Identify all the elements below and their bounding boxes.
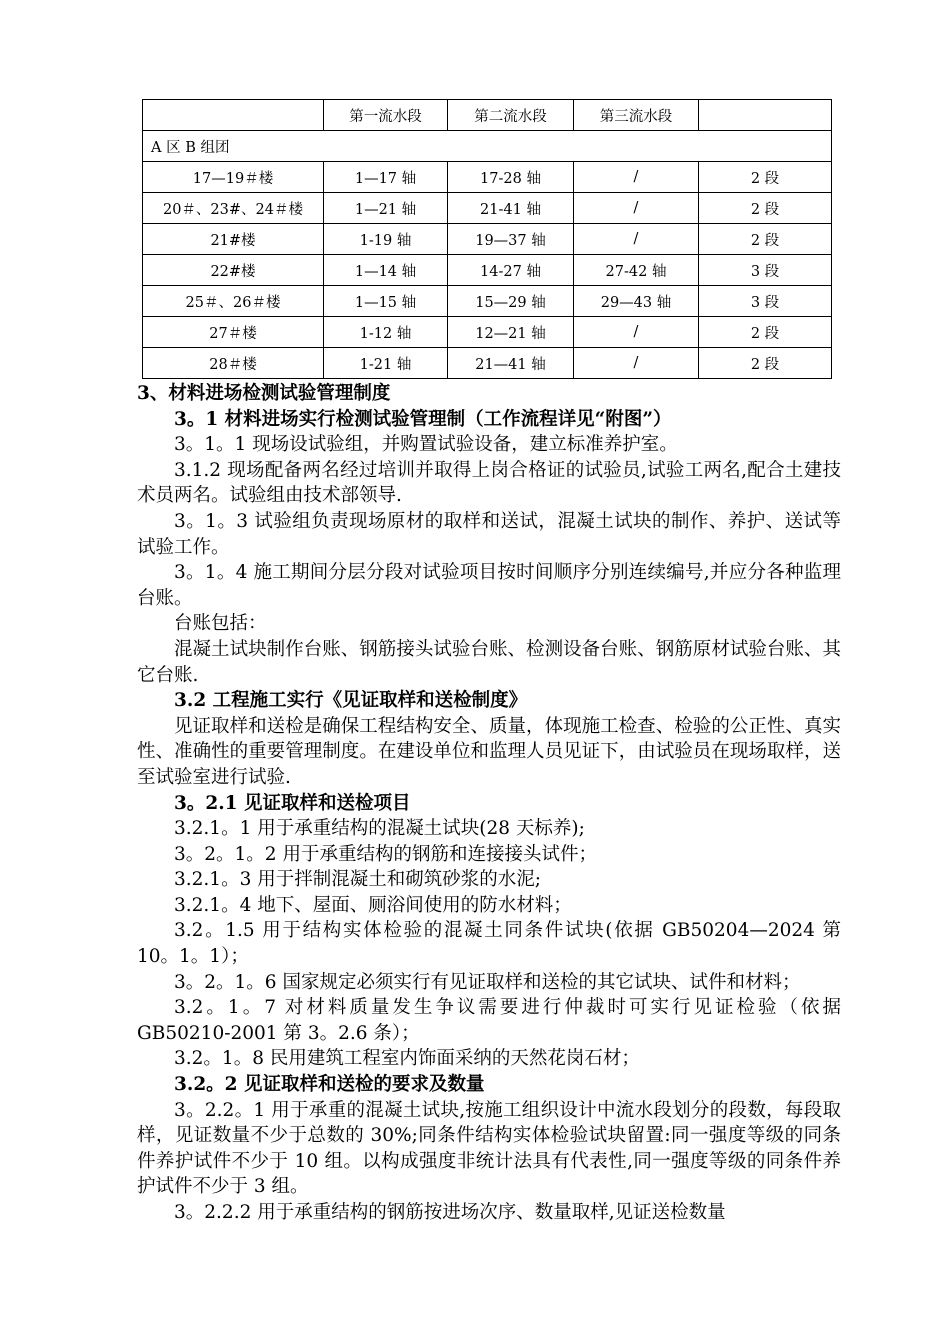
table-cell: 2 段 bbox=[699, 224, 832, 255]
paragraph: 3.2.1。1 用于承重结构的混凝土试块(28 天标养); bbox=[174, 818, 585, 840]
table-cell: 25＃、26＃楼 bbox=[143, 286, 324, 317]
table-cell: 29—43 轴 bbox=[574, 286, 699, 317]
paragraph: 3。2。1。2 用于承重结构的钢筋和连接接头试件； bbox=[174, 843, 597, 865]
paragraph: 见证取样和送检是确保工程结构安全、质量，体现施工检查、检验的公正性、真实性、准确性的重要管理制度。在建设单位和监理人员见证下，由试验员在现场取样，送至试验室进行试验. bbox=[137, 715, 841, 788]
paragraph: 3.2.1。3 用于拌制混凝土和砌筑砂浆的水泥; bbox=[174, 869, 541, 891]
section-heading: 3。2.1 见证取样和送检项目 bbox=[174, 792, 411, 814]
table-body bbox=[143, 100, 832, 379]
table-cell: 1—21 轴 bbox=[324, 193, 448, 224]
table-row bbox=[143, 193, 832, 224]
table-cell: 2 段 bbox=[699, 317, 832, 348]
table-row bbox=[143, 162, 832, 193]
table-cell: 第三流水段 bbox=[574, 100, 699, 131]
paragraph: 3.2。1.5 用于结构实体检验的混凝土同条件试块(依据 GB50204—2024 第 10。1。1）； bbox=[137, 920, 841, 968]
paragraph: 3。1。1 现场设试验组，并购置试验设备，建立标准养护室。 bbox=[174, 434, 678, 456]
table-row bbox=[143, 317, 832, 348]
table-cell: 27-42 轴 bbox=[574, 255, 699, 286]
table-row bbox=[143, 286, 832, 317]
table-cell: 17-28 轴 bbox=[448, 162, 574, 193]
table-cell: 28＃楼 bbox=[143, 348, 324, 379]
table-cell: / bbox=[574, 317, 699, 348]
table-cell: 27＃楼 bbox=[143, 317, 324, 348]
paragraph: 台账包括： bbox=[174, 613, 267, 635]
table-cell: 21-41 轴 bbox=[448, 193, 574, 224]
table-cell: 21—41 轴 bbox=[448, 348, 574, 379]
table-cell: 19—37 轴 bbox=[448, 224, 574, 255]
table-cell: 17—19＃楼 bbox=[143, 162, 324, 193]
table-cell bbox=[143, 100, 324, 131]
table-row bbox=[143, 255, 832, 286]
table-cell: 2 段 bbox=[699, 162, 832, 193]
paragraph: 3.2。1。8 民用建筑工程室内饰面采纳的天然花岗石材； bbox=[174, 1048, 640, 1070]
table-cell: / bbox=[574, 162, 699, 193]
table-cell: 2 段 bbox=[699, 193, 832, 224]
paragraph: 3。2.2。1 用于承重的混凝土试块,按施工组织设计中流水段划分的段数，每段取样，见证数量不少于总数的 30%;同条件结构实体检验试块留置:同一强度等级的同条件养护试件不少于 10 组。以构成强度非统计法具有代表性,同一强度等级的同条件养护试件不少于 3 组。 bbox=[137, 1099, 841, 1198]
table-cell: / bbox=[574, 348, 699, 379]
table-cell: 2 段 bbox=[699, 348, 832, 379]
table-cell: 21#楼 bbox=[143, 224, 324, 255]
table-cell: 22#楼 bbox=[143, 255, 324, 286]
section-heading: 3、材料进场检测试验管理制度 bbox=[137, 383, 391, 404]
paragraph: 混凝土试块制作台账、钢筋接头试验台账、检测设备台账、钢筋原材试验台账、其它台账. bbox=[137, 638, 841, 686]
table-cell: 12—21 轴 bbox=[448, 317, 574, 348]
paragraph: 3.1.2 现场配备两名经过培训并取得上岗合格证的试验员,试验工两名,配合土建技术员两名。试验组由技术部领导. bbox=[137, 459, 841, 507]
table-cell: 第一流水段 bbox=[324, 100, 448, 131]
table-cell: 3 段 bbox=[699, 286, 832, 317]
table-cell: 14-27 轴 bbox=[448, 255, 574, 286]
table-cell bbox=[699, 100, 832, 131]
table-cell: 1-21 轴 bbox=[324, 348, 448, 379]
table-header-row bbox=[143, 100, 832, 131]
table-cell: 1—15 轴 bbox=[324, 286, 448, 317]
section-heading: 3.2 工程施工实行《见证取样和送检制度》 bbox=[174, 690, 528, 712]
section-heading: 3.2。2 见证取样和送检的要求及数量 bbox=[174, 1074, 485, 1096]
table-cell: 第二流水段 bbox=[448, 100, 574, 131]
group-label: A 区 B 组团 bbox=[143, 131, 832, 162]
table-row bbox=[143, 348, 832, 379]
paragraph: 3。1。4 施工期间分层分段对试验项目按时间顺序分别连续编号,并应分各种监理台账。 bbox=[137, 562, 841, 609]
table-cell: / bbox=[574, 224, 699, 255]
table-cell: 15—29 轴 bbox=[448, 286, 574, 317]
table-cell: 3 段 bbox=[699, 255, 832, 286]
table-row bbox=[143, 224, 832, 255]
paragraph: 3。2.2.2 用于承重结构的钢筋按进场次序、数量取样,见证送检数量 bbox=[174, 1202, 726, 1223]
paragraph: 3.2。1。7 对材料质量发生争议需要进行仲裁时可实行见证检验（依据 GB50210-2001 第 3。2.6 条）； bbox=[137, 997, 841, 1044]
table-cell: 1-19 轴 bbox=[324, 224, 448, 255]
flow-segment-table bbox=[142, 99, 832, 379]
paragraph: 3。2。1。6 国家规定必须实行有见证取样和送检的其它试块、试件和材料； bbox=[174, 971, 801, 993]
paragraph: 3.2.1。4 地下、屋面、厕浴间使用的防水材料； bbox=[174, 894, 572, 916]
table-cell: / bbox=[574, 193, 699, 224]
table-cell: 1—17 轴 bbox=[324, 162, 448, 193]
body-text bbox=[137, 381, 841, 1226]
paragraph: 3。1。3 试验组负责现场原材的取样和送试，混凝土试块的制作、养护、送试等试验工作。 bbox=[137, 510, 841, 558]
table-cell: 1—14 轴 bbox=[324, 255, 448, 286]
table-cell: 20＃、23#、24＃楼 bbox=[143, 193, 324, 224]
table-cell: 1-12 轴 bbox=[324, 317, 448, 348]
table-group-row bbox=[143, 131, 832, 162]
section-heading: 3。1 材料进场实行检测试验管理制（工作流程详见“附图”） bbox=[174, 408, 672, 430]
